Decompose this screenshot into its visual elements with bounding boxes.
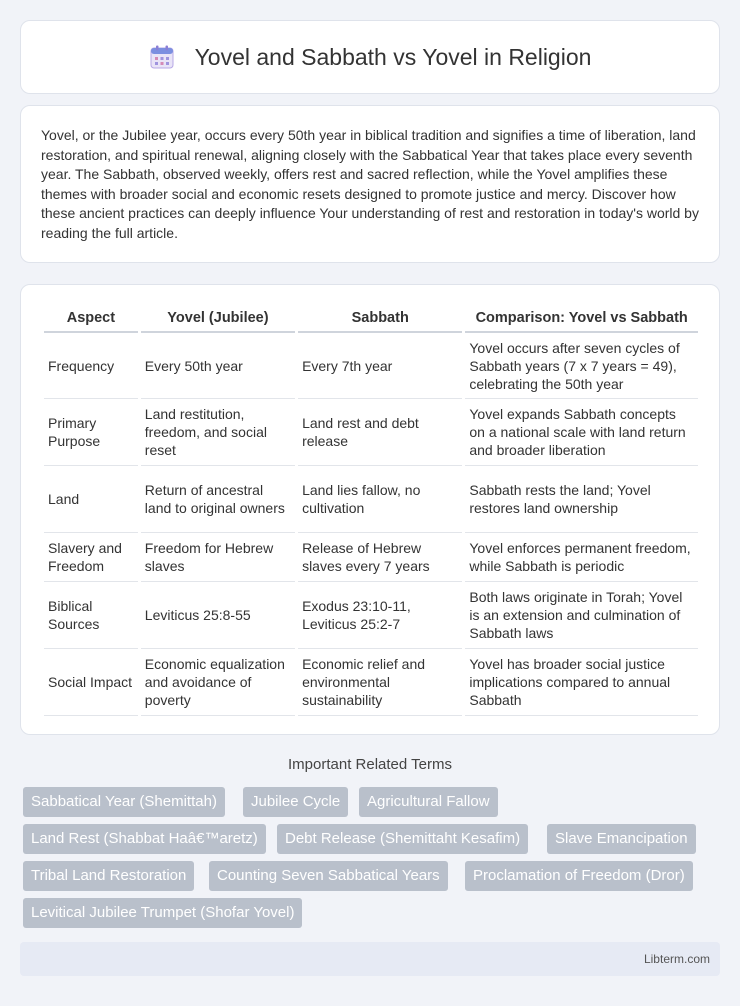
intro-text: Yovel, or the Jubilee year, occurs every 50th year in biblical tradition and signifies a time of liberation, land restoration, and spiritual renewal, aligning closely with the Sabbatical Year that takes place every seventh year. The Sabbath, observed weekly, offers rest and sacred reflection, while the Yovel amplifies these themes with broader social and economic resets designed to promote justice and mercy. Discover how these ancient practices can deeply influence Your understanding of rest and restoration in today's world by reading the full article. — [41, 127, 699, 241]
cell-sabbath: Release of Hebrew slaves every 7 years — [298, 533, 462, 582]
related-term-tag[interactable]: Proclamation of Freedom (Dror) — [465, 861, 693, 891]
cell-sabbath: Land lies fallow, no cultivation — [298, 466, 462, 533]
comparison-table — [41, 305, 701, 716]
calendar-icon — [149, 44, 175, 70]
cell-comparison: Yovel expands Sabbath concepts on a national scale with land return and broader liberation — [465, 399, 698, 466]
table-header-row — [44, 305, 698, 333]
cell-sabbath: Exodus 23:10-11, Leviticus 25:2-7 — [298, 582, 462, 649]
related-term-tag[interactable]: Jubilee Cycle — [243, 787, 348, 817]
cell-comparison: Yovel enforces permanent freedom, while Sabbath is periodic — [465, 533, 698, 582]
page-title: Yovel and Sabbath vs Yovel in Religion — [194, 43, 592, 70]
related-term-tag[interactable]: Slave Emancipation — [547, 824, 696, 854]
cell-comparison: Sabbath rests the land; Yovel restores land ownership — [465, 466, 698, 533]
table-row — [44, 582, 698, 649]
cell-aspect: Primary Purpose — [44, 399, 138, 466]
cell-aspect: Land — [44, 466, 138, 533]
table-row — [44, 466, 698, 533]
cell-yovel: Every 50th year — [141, 333, 295, 399]
related-term-tag[interactable]: Levitical Jubilee Trumpet (Shofar Yovel) — [23, 898, 302, 928]
header-yovel: Yovel (Jubilee) — [141, 305, 295, 333]
cell-sabbath: Every 7th year — [298, 333, 462, 399]
footer-site-link[interactable]: Libterm.com — [643, 952, 710, 966]
table-row — [44, 533, 698, 582]
cell-sabbath: Economic relief and environmental sustainability — [298, 649, 462, 716]
cell-yovel: Freedom for Hebrew slaves — [141, 533, 295, 582]
header-comparison: Comparison: Yovel vs Sabbath — [465, 305, 698, 333]
related-term-tag[interactable]: Sabbatical Year (Shemittah) — [23, 787, 225, 817]
footer — [20, 942, 720, 976]
table-row — [44, 399, 698, 466]
related-term-tag[interactable]: Counting Seven Sabbatical Years — [209, 861, 448, 891]
cell-aspect: Slavery and Freedom — [44, 533, 138, 582]
cell-yovel: Land restitution, freedom, and social reset — [141, 399, 295, 466]
cell-comparison: Both laws originate in Torah; Yovel is an extension and culmination of Sabbath laws — [465, 582, 698, 649]
related-term-tag[interactable]: Land Rest (Shabbat Haâ€™aretz) — [23, 824, 266, 854]
cell-yovel: Leviticus 25:8-55 — [141, 582, 295, 649]
related-terms-title: Important Related Terms — [288, 756, 452, 773]
intro-card — [20, 105, 720, 263]
cell-aspect: Biblical Sources — [44, 582, 138, 649]
cell-aspect: Social Impact — [44, 649, 138, 716]
cell-comparison: Yovel occurs after seven cycles of Sabbath years (7 x 7 years = 49), celebrating the 50th year — [465, 333, 698, 399]
cell-comparison: Yovel has broader social justice implications compared to annual Sabbath — [465, 649, 698, 716]
cell-yovel: Return of ancestral land to original owners — [141, 466, 295, 533]
cell-yovel: Economic equalization and avoidance of poverty — [141, 649, 295, 716]
related-term-tag[interactable]: Agricultural Fallow — [359, 787, 498, 817]
related-term-tag[interactable]: Debt Release (Shemittaht Kesafim) — [277, 824, 528, 854]
title-card — [20, 20, 720, 94]
table-row — [44, 649, 698, 716]
comparison-table-card — [20, 284, 720, 735]
table-row — [44, 333, 698, 399]
cell-sabbath: Land rest and debt release — [298, 399, 462, 466]
cell-aspect: Frequency — [44, 333, 138, 399]
header-sabbath: Sabbath — [298, 305, 462, 333]
header-aspect: Aspect — [44, 305, 138, 333]
related-term-tag[interactable]: Tribal Land Restoration — [23, 861, 194, 891]
